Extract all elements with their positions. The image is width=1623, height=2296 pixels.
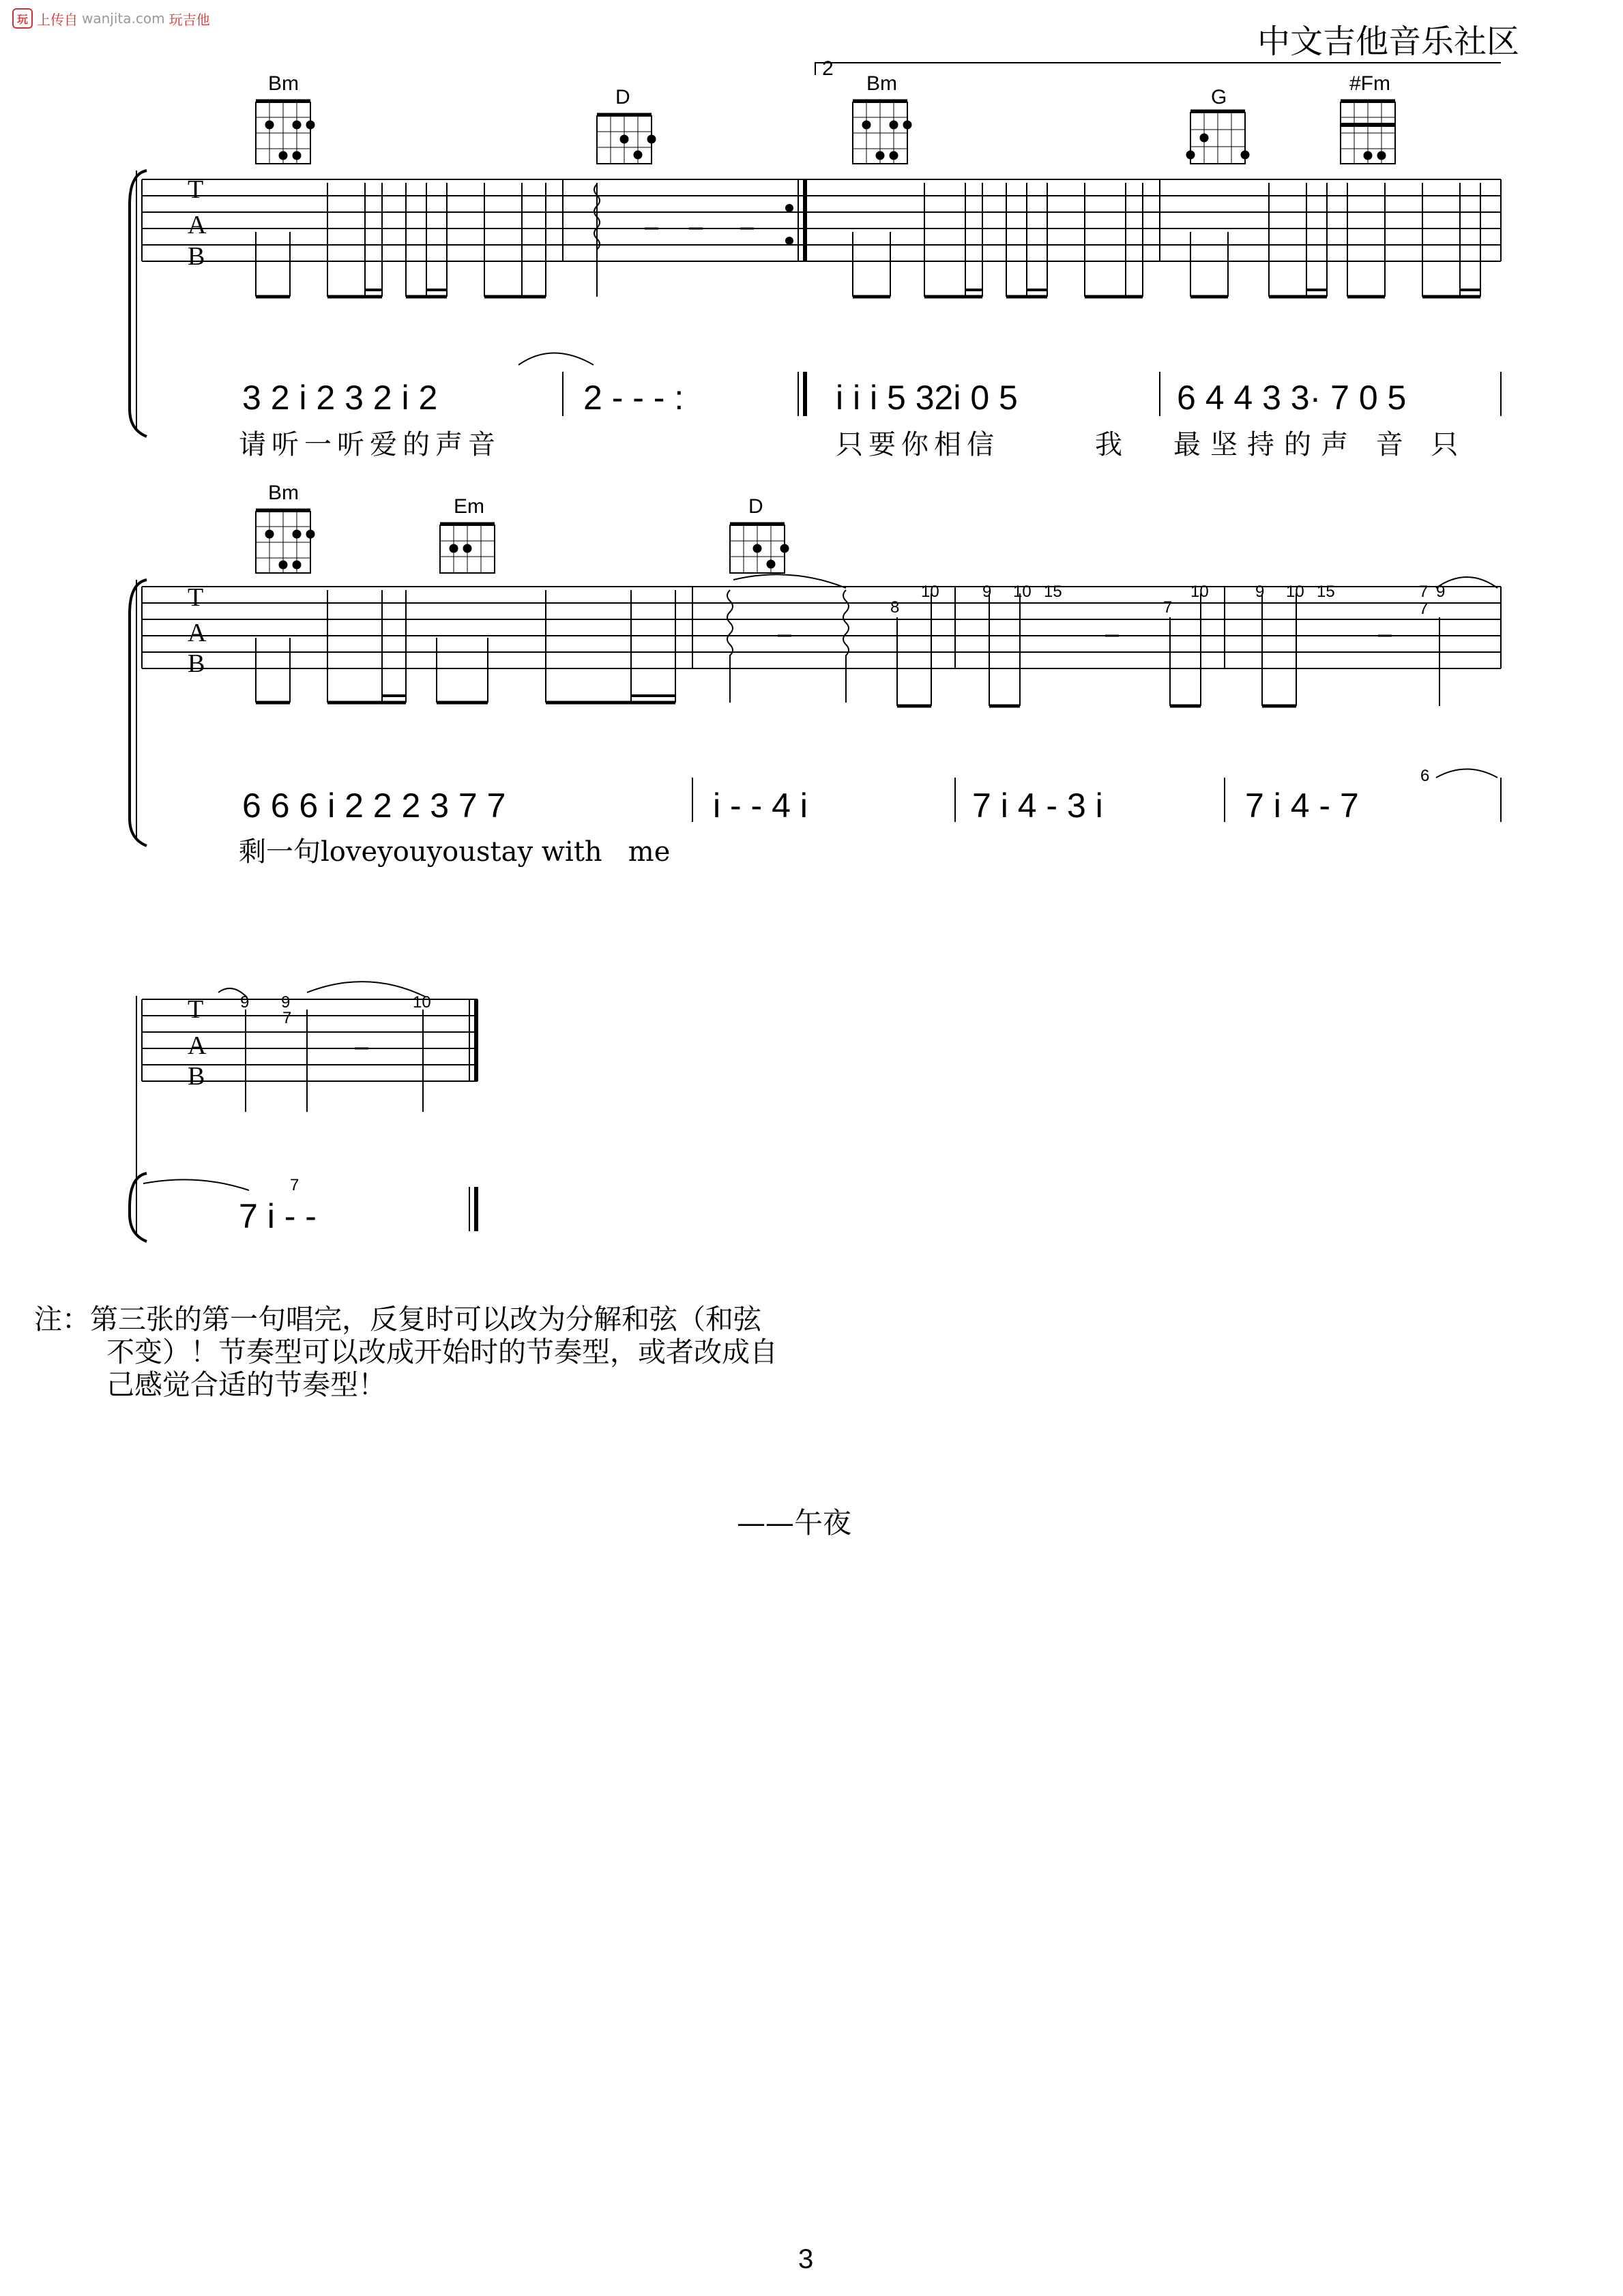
chord-name: D — [615, 86, 630, 108]
page-number: 3 — [798, 2244, 814, 2274]
tab-letter-a: A — [188, 619, 207, 647]
tab-letter-a: A — [188, 211, 207, 239]
fret-number: 10 — [413, 993, 431, 1012]
lyric-line: 只要你相信 — [836, 429, 999, 460]
fret-number: 9 — [281, 993, 291, 1012]
jianpu-measure: 2 - - - : — [583, 379, 684, 417]
chord-diagram-d-2 — [730, 524, 789, 573]
chord-diagram-bm-3 — [256, 510, 315, 573]
chord-name: Bm — [268, 72, 299, 95]
tab-staff-1 — [142, 179, 1501, 261]
fret-number: 10 — [1013, 583, 1032, 601]
chord-diagram-em — [440, 524, 495, 573]
chord-diagram-bm-2 — [853, 101, 911, 164]
author-signature: ——午夜 — [737, 1506, 852, 1540]
tab-letter-t: T — [188, 583, 204, 612]
grace-note: 7 — [290, 1176, 299, 1194]
chord-diagram-fm — [1341, 101, 1395, 164]
fret-number: 9 — [1255, 583, 1265, 601]
tab-letter-t: T — [188, 175, 204, 204]
tab-letter-b: B — [188, 649, 205, 678]
lyric-line: 请听一听爱的声音 — [239, 429, 501, 460]
fret-number: 7 — [282, 1009, 292, 1027]
fret-number: 9 — [1436, 583, 1446, 601]
watermark-brand: 上传自 — [37, 11, 78, 28]
chord-name: G — [1211, 86, 1227, 108]
tab-letter-t: T — [188, 995, 204, 1024]
lyric-line: 我 — [1095, 429, 1122, 460]
jianpu-measure: 6 4 4 3 3· 7 0 5 — [1177, 379, 1407, 417]
fret-number: 15 — [1044, 583, 1062, 601]
jianpu-measure: 7 i - - — [239, 1197, 317, 1235]
chord-diagram-bm-1 — [256, 101, 315, 164]
grace-note: 6 — [1420, 767, 1430, 785]
jianpu-measure: 7 i 4 - 7 — [1245, 786, 1359, 825]
lyric-line: 最坚持的声 音 只 — [1173, 429, 1468, 460]
footnote-line: 己感觉合适的节奏型！ — [106, 1368, 386, 1401]
jianpu-measure: i i i 5 32i 0 5 — [836, 379, 1018, 417]
fret-number: 7 — [1419, 583, 1429, 601]
fret-number: 15 — [1317, 583, 1335, 601]
volta-number: 2 — [822, 57, 834, 80]
chord-name: Em — [454, 495, 484, 518]
jianpu-measure: 7 i 4 - 3 i — [972, 786, 1103, 825]
site-title: 中文吉他音乐社区 — [1257, 23, 1519, 61]
chord-name: D — [748, 495, 763, 518]
watermark-logo-icon: 玩 — [12, 8, 33, 29]
jianpu-measure: 6 6 6 i 2 2 2 3 7 7 — [242, 786, 506, 825]
chord-name: #Fm — [1349, 72, 1390, 95]
tab-letter-a: A — [188, 1031, 207, 1060]
fret-number: 10 — [921, 583, 939, 601]
tab-letter-b: B — [188, 1062, 205, 1091]
chord-diagram-d-1 — [597, 115, 656, 164]
jianpu-measure: 3 2 i 2 3 2 i 2 — [242, 379, 438, 417]
lyric-line: 剩一句loveyouyoustay with me — [239, 836, 671, 868]
watermark-brand2: 玩吉他 — [169, 11, 210, 28]
chord-name: Bm — [866, 72, 897, 95]
watermark-site: wanjita.com — [82, 10, 165, 27]
fret-number: 9 — [240, 993, 250, 1012]
footnote-line: 不变）！节奏型可以改成开始时的节奏型，或者改成自 — [106, 1336, 778, 1368]
fret-number: 10 — [1286, 583, 1304, 601]
chord-diagram-g — [1186, 111, 1249, 164]
fret-number: 8 — [890, 598, 900, 617]
tab-letter-b: B — [188, 242, 205, 271]
footnote — [34, 1303, 921, 1401]
chord-name: Bm — [268, 482, 299, 504]
footnote-line: 注：第三张的第一句唱完，反复时可以改为分解和弦（和弦 — [34, 1303, 761, 1336]
fret-number: 7 — [1163, 598, 1173, 617]
fret-number: 10 — [1190, 583, 1209, 601]
fret-number: 9 — [982, 583, 992, 601]
fret-number: 7 — [1419, 600, 1429, 618]
jianpu-measure: i - - 4 i — [713, 786, 808, 825]
